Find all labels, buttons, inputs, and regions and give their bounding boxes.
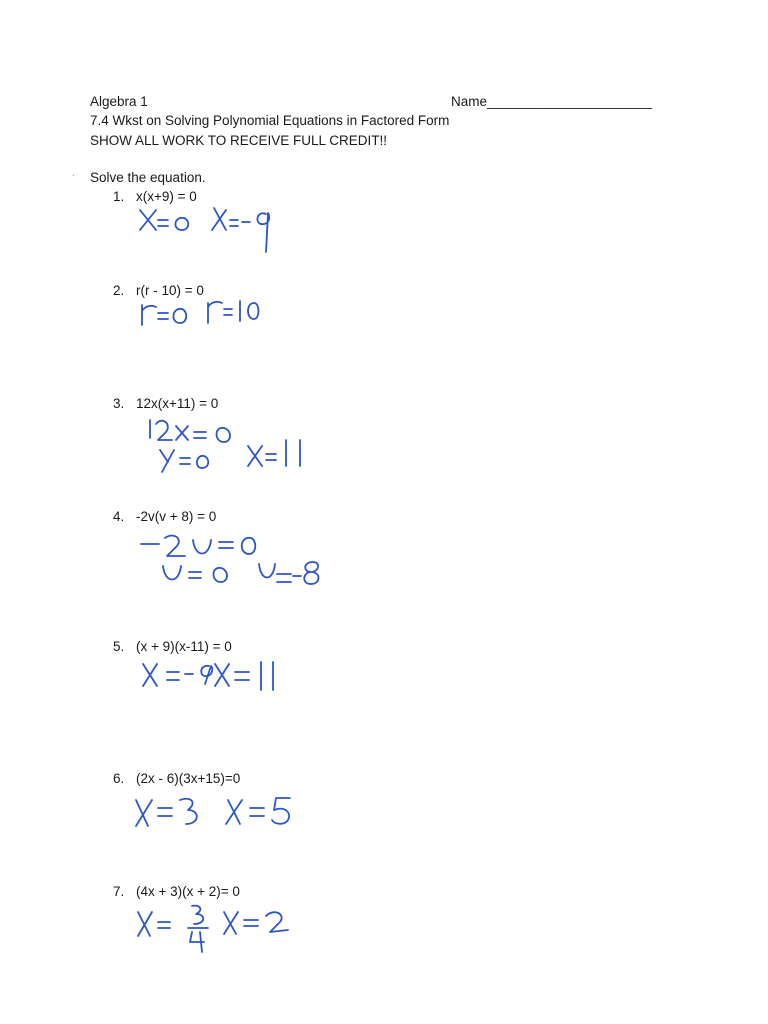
problem-equation: (4x + 3)(x + 2)= 0	[136, 884, 240, 899]
problem-7	[113, 884, 240, 899]
problem-equation: -2v(v + 8) = 0	[136, 509, 217, 524]
handwritten-answer-2	[130, 295, 280, 335]
problem-equation: 12x(x+11) = 0	[136, 396, 219, 411]
problem-4	[113, 509, 216, 524]
margin-dot: .	[72, 168, 75, 179]
worksheet-title: 7.4 Wkst on Solving Polynomial Equations in Factored Form	[90, 113, 450, 128]
work-notice: SHOW ALL WORK TO RECEIVE FULL CREDIT!!	[90, 133, 388, 148]
problem-6	[113, 771, 240, 786]
problem-number: 1.	[113, 189, 125, 204]
handwritten-answer-7	[130, 900, 300, 955]
problem-equation: (2x - 6)(3x+15)=0	[136, 771, 241, 786]
handwritten-answer-1	[130, 200, 290, 260]
handwritten-answer-4	[135, 528, 335, 593]
instruction: Solve the equation.	[90, 170, 206, 185]
problem-5	[113, 639, 232, 654]
problem-number: 5.	[113, 639, 125, 654]
handwritten-answer-5	[135, 656, 295, 701]
course-name: Algebra 1	[90, 94, 148, 109]
problem-equation: (x + 9)(x-11) = 0	[136, 639, 232, 654]
problem-number: 3.	[113, 396, 125, 411]
name-field: Name______________________	[451, 94, 653, 109]
problem-number: 2.	[113, 283, 125, 298]
handwritten-answer-6	[128, 790, 308, 835]
problem-number: 7.	[113, 884, 125, 899]
problem-equation: x(x+9) = 0	[136, 189, 197, 204]
handwritten-answer-3	[140, 412, 330, 477]
problem-number: 4.	[113, 509, 125, 524]
problem-number: 6.	[113, 771, 125, 786]
problem-equation: r(r - 10) = 0	[136, 283, 204, 298]
problem-3	[113, 396, 218, 411]
